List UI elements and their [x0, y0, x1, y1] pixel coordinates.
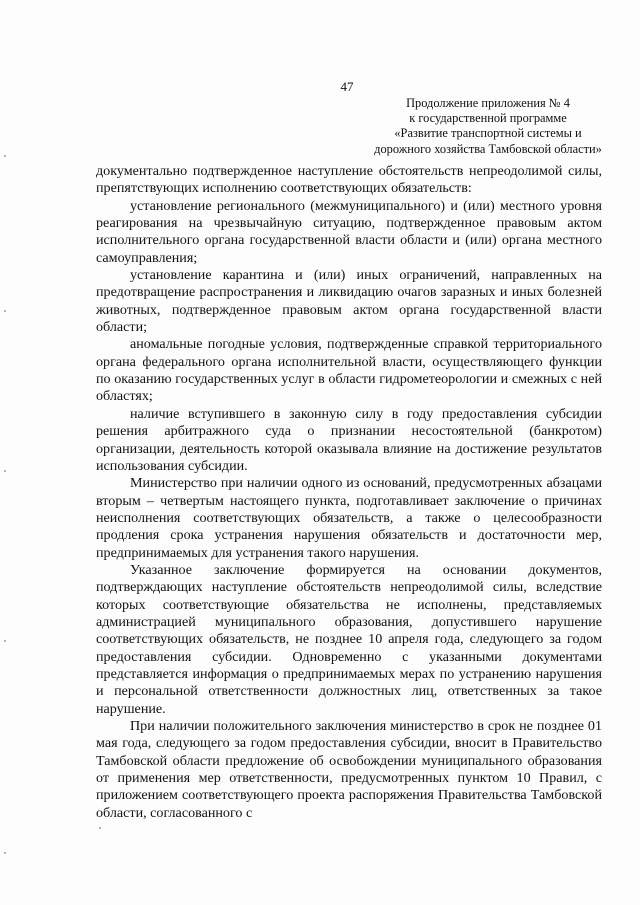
paragraph: документально подтвержденное наступление обстоятельств непреодолимой силы, препятствующих исполнению соответствующих обязательств:: [96, 163, 602, 197]
page-number: 47: [340, 79, 354, 94]
document-body: [96, 163, 602, 822]
appendix-header: [368, 96, 608, 157]
scan-speck: [4, 155, 6, 157]
scan-speck: [4, 470, 6, 472]
appendix-header-line: дорожного хозяйства Тамбовской области»: [374, 141, 602, 156]
appendix-header-line: к государственной программе: [409, 111, 567, 126]
scan-speck: [99, 827, 101, 829]
paragraph: При наличии положительного заключения министерство в срок не позднее 01 мая года, следующего за годом предоставления субсидии, вносит в Правительство Тамбовской области предложение об освобождении муниципального образования от применения мер ответственности, предусмотренных пунктом 10 Правил, с приложением соответствующего проекта распоряжения Правительства Тамбовской области, согласованного с: [96, 718, 602, 821]
paragraph: установление регионального (межмуниципального) и (или) местного уровня реагирования на чрезвычайную ситуацию, подтвержденное правовым актом исполнительного органа государственной власти области и (или) органа местного самоуправления;: [96, 197, 602, 266]
paragraph: Указанное заключение формируется на основании документов, подтверждающих наступление обстоятельств непреодолимой силы, вследствие которых соответствующие обязательства не исполнены, представляемых администрацией муниципального образования, допустившего нарушение соответствующих обязательств, не позднее 10 апреля года, следующего за годом предоставления субсидии. Одновременно с указанными документами представляется информация о предпринимаемых мерах по устранению нарушения и персональной ответственности должностных лиц, ответственных за такое нарушение.: [96, 561, 602, 717]
paragraph: аномальные погодные условия, подтвержденные справкой территориального органа федерального органа исполнительной власти, осуществляющего функции по оказанию государственных услуг в области гидрометеорологии и смежных с ней областях;: [96, 336, 602, 405]
scan-speck: [4, 852, 6, 854]
scan-speck: [4, 310, 6, 312]
paragraph: наличие вступившего в законную силу в году предоставления субсидии решения арбитражного суда о признании несостоятельной (банкротом) организации, деятельность которой оказывала влияние на достижение результатов использования субсидии.: [96, 405, 602, 474]
appendix-header-line: «Развитие транспортной системы и: [394, 126, 582, 141]
appendix-header-line: Продолжение приложения № 4: [406, 96, 570, 110]
paragraph: Министерство при наличии одного из оснований, предусмотренных абзацами вторым – четвертым настоящего пункта, подготавливает заключение о причинах неисполнения соответствующих обязательств, а также о целесообразности продления срока устранения нарушения обязательств и достаточности мер, предпринимаемых для устранения такого нарушения.: [96, 475, 602, 561]
scan-speck: [4, 640, 6, 642]
paragraph: установление карантина и (или) иных ограничений, направленных на предотвращение распространения и ликвидацию очагов заразных и иных болезней животных, подтвержденное правовым актом органа государственной власти области;: [96, 267, 602, 336]
